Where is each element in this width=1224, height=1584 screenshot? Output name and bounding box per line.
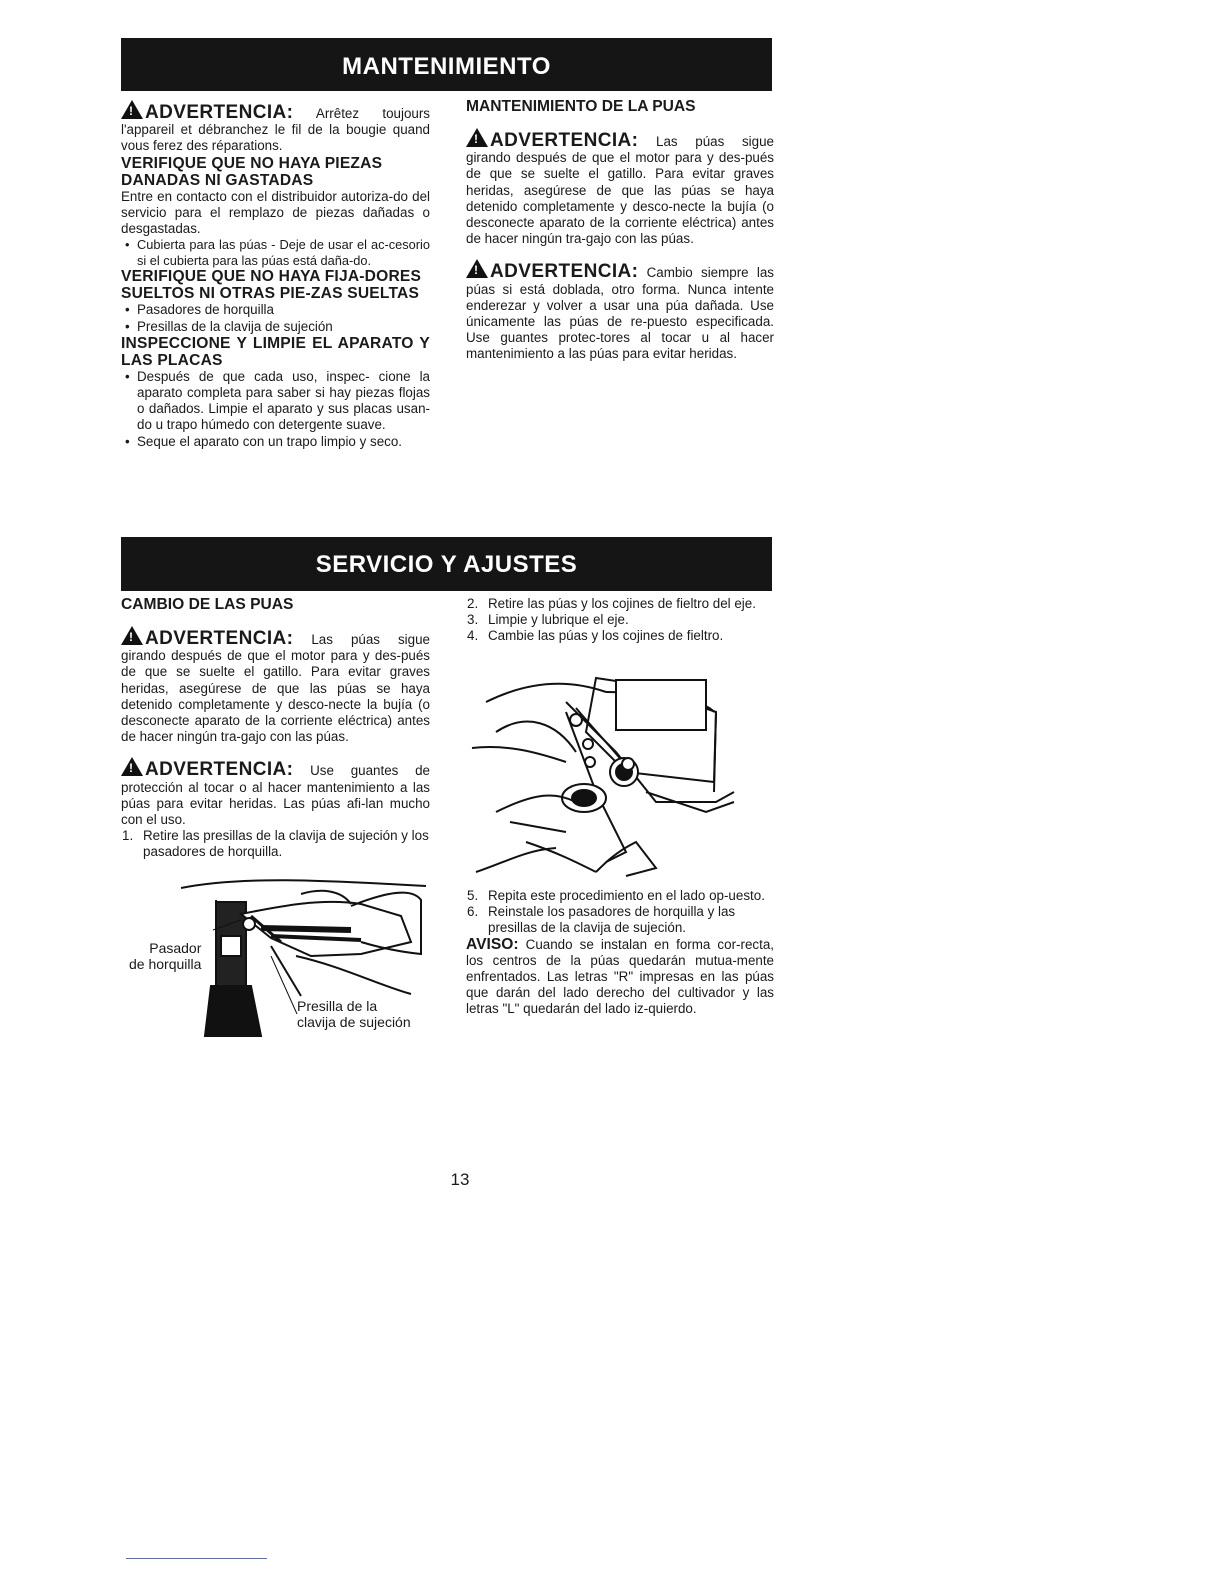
list-item [467, 888, 774, 904]
notice-label: AVISO: [466, 935, 519, 953]
step-text: Limpie y lubrique el eje. [488, 612, 629, 628]
warning-label: ADVERTENCIA: [145, 102, 294, 123]
notice-text: Cuando se instalan en forma cor-recta, los centros de la púas quedarán mutua-mente enfrentados. Las letras "R" impresas en las púas que darán del lado derecho del cultivador y las letras "L" quedarán del lado iz-quierdo. [466, 936, 774, 1017]
column-maintenance-right [466, 98, 774, 363]
list-item: • Seque el aparato con un trapo limpio y seco. [137, 434, 430, 450]
column-service-right-lower [466, 888, 774, 1018]
warning-icon [466, 259, 488, 278]
steps-list [466, 888, 774, 937]
step-number: 5. [467, 888, 479, 903]
heading-tine-maintenance: MANTENIMIENTO DE LA PUAS [466, 98, 696, 115]
step-number: 6. [467, 904, 479, 920]
figure-tine-assembly [466, 672, 774, 877]
notice-block [466, 937, 774, 1018]
callout-clevis-clip: Presilla de la clavija de sujeción [297, 998, 411, 1030]
warning-icon [121, 626, 143, 645]
warning-label: ADVERTENCIA: [145, 759, 294, 781]
list-damaged-parts [121, 237, 430, 268]
step-text: Repita este procedimiento en el lado op-uesto. [488, 888, 765, 903]
list-item [467, 612, 774, 628]
warning-block [121, 626, 430, 745]
list-item [467, 628, 774, 644]
warning-block [121, 757, 430, 828]
step-text: Retire las púas y los cojines de fieltro del eje. [488, 596, 756, 611]
column-maintenance-left [121, 100, 430, 450]
warning-text: Cambio siempre las púas si está doblada, otro forma. Nunca intente enderezar y volver a usar una púa dañada. Use únicamente las púas de re-puesto especificada. Use guantes protec-tores al tocar u al hacer mantenimiento a las púas para evitar heridas. [466, 265, 774, 362]
step-text: Retire las presillas de la clavija de sujeción y los pasadores de horquilla. [143, 828, 429, 860]
section-banner-service: SERVICIO Y AJUSTES [121, 537, 772, 591]
footer-rule [126, 1558, 267, 1559]
steps-list [466, 596, 774, 645]
heading-loose-fasteners: VERIFIQUE QUE NO HAYA FIJA-DORES SUELTOS NI OTRAS PIE-ZAS SUELTAS [121, 268, 422, 303]
step-number: 1. [122, 828, 134, 844]
step-number: 2. [467, 596, 479, 611]
warning-label: ADVERTENCIA: [490, 130, 639, 151]
page-number: 13 [450, 1170, 470, 1189]
step-number: 3. [467, 612, 479, 628]
steps-list [121, 828, 430, 860]
warning-icon [121, 100, 143, 119]
figure-hairpin-removal [121, 876, 431, 1046]
list-item: • Presillas de la clavija de sujeción [137, 319, 430, 335]
callout-hairpin-pin: Pasador de horquilla [129, 940, 202, 972]
warning-block [121, 100, 430, 155]
step-text: Cambie las púas y los cojines de fieltro. [488, 628, 724, 644]
warning-block [466, 128, 774, 247]
list-inspect-clean [121, 369, 430, 450]
column-service-right [466, 596, 774, 645]
list-item: • Después de que cada uso, inspec- cione la aparato completa para saber si hay piezas flojas o dañados. Limpie el aparato y sus placas usan- do u trapo húmedo con detergente suave. [137, 369, 430, 434]
warning-block [466, 259, 774, 362]
warning-label: ADVERTENCIA: [490, 261, 639, 283]
section-banner-maintenance: MANTENIMIENTO [121, 38, 772, 91]
list-item [467, 904, 774, 936]
warning-icon [121, 757, 143, 776]
heading-inspect-clean: INSPECCIONE Y LIMPIE EL APARATO Y LAS PLACAS [121, 334, 430, 369]
warning-text: Las púas sigue girando después de que el motor para y des-pués de que se suelte el gatillo. Para evitar graves heridas, asegúrese de que las púas se haya detenido completamente y desco-necte la bujía (o desconecte aparato de la corriente eléctrica) antes de hacer ningún tra-gajo con las púas. [466, 134, 774, 247]
warning-label: ADVERTENCIA: [145, 628, 294, 649]
step-text: Reinstale los pasadores de horquilla y las presillas de la clavija de sujeción. [488, 904, 736, 936]
list-item: • Pasadores de horquilla [137, 302, 430, 318]
step-number: 4. [467, 628, 479, 644]
list-item [467, 596, 774, 612]
warning-text: Arrêtez toujours l'appareil et débranchez le fil de la bougie quand vous ferez des réparations. [121, 106, 430, 154]
tine-assembly-illustration [466, 672, 774, 877]
warning-text: Use guantes de protección al tocar o al hacer mantenimiento a las púas para evitar heridas. Las púas afi-lan mucho con el uso. [121, 763, 430, 828]
paragraph-damaged-parts: Entre en contacto con el distribuidor autoriza-do del servicio para el remplazo de piezas dañadas o desgastadas. [121, 188, 430, 237]
list-loose-fasteners [121, 302, 430, 334]
list-item: • Cubierta para las púas - Deje de usar el ac-cesorio si el cubierta para las púas está daña-do. [137, 237, 430, 268]
warning-icon [466, 128, 488, 147]
heading-damaged-parts: VERIFIQUE QUE NO HAYA PIEZAS DANADAS NI GASTADAS [121, 154, 383, 189]
column-service-left [121, 596, 430, 861]
heading-tine-replacement: CAMBIO DE LAS PUAS [121, 596, 294, 613]
warning-text: Las púas sigue girando después de que el motor para y des-pués de que se suelte el gatillo. Para evitar graves heridas, asegúrese de que las púas se haya detenido completamente y desco-necte la bujía (o desconecte aparato de la corriente eléctrica) antes de hacer ningún tra-gajo con las púas. [121, 632, 430, 745]
list-item [122, 828, 430, 860]
